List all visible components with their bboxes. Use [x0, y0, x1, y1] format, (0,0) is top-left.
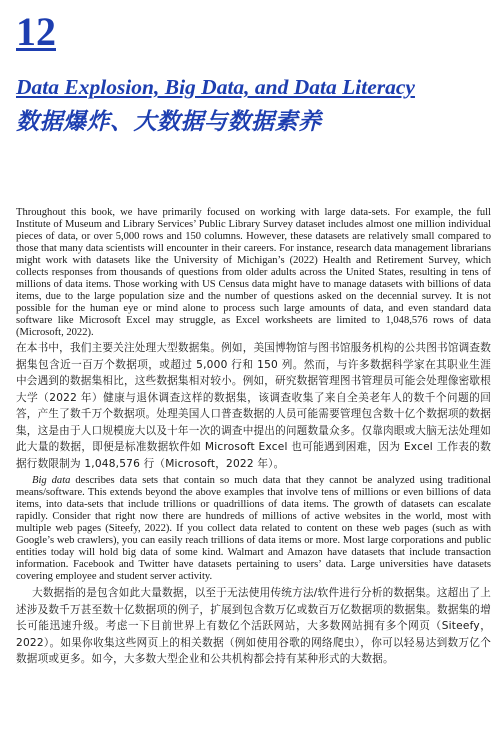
paragraph-2-chinese: 大数据指的是包含如此大量数据，以至于无法使用传统方法/软件进行分析的数据集。这超出了上述涉及数千万甚至数十亿数据项的例子，扩展到包含数万亿或数百万亿数据项的数据集。数据集的增长可能迅速升级。考虑一下目前世界上有数亿个活跃网站，大多数网站拥有多个网页（Siteefy，2022）。如果你收集这些网页上的相关数据（例如使用谷歌的网络爬虫），你可以轻易达到数万亿个数据项或更多。如今，大多数大型企业和公共机构都会持有某种形式的大数据。 [16, 587, 491, 666]
big-data-term: Big data [32, 475, 71, 487]
body-text [16, 207, 491, 671]
paragraph-2-english-text: describes data sets that contain so much data that they cannot be analyzed using traditional means/software. This extends beyond the above examples that involve tens of millions or even billions of data items, into data-sets that include trillions or quadrillions of data items. The growth of datasets can escalate rapidly. Consider that right now there are hundreds of millions of active websites in the world, most with multiple web pages (Siteefy, 2022). If you collect data related to content on these web pages (such as with Google’s web crawlers), you can easily reach trillions of data items or more. Most large corporations and public entities today will hold big data of some kind. Walmart and Amazon have datasets that include transaction information. Facebook and Twitter have datasets pertaining to users’ data. Large universities have datasets covering employee and student server activity. [16, 475, 491, 583]
chapter-title-english: Data Explosion, Big Data, and Data Literacy [16, 75, 415, 99]
paragraph-2-english [16, 475, 491, 583]
chapter-title-chinese: 数据爆炸、大数据与数据素养 [16, 109, 322, 135]
paragraph-1-chinese: 在本书中，我们主要关注处理大型数据集。例如，美国博物馆与图书馆服务机构的公共图书馆调查数据集包含近一百万个数据项，或超过 5,000 行和 150 列。然而，与许多数据科学家在其职业生涯中会遇到的数据集相比，这些数据集相对较小。例如，研究数据管理图书管理员可能会处理像密歇根大学（2022 年）健康与退休调查这样的数据集，该调查收集了来自全美老年人的数千个问题的回答，产生了数千万个数据项。处理美国人口普查数据的人员可能需要管理包含数十亿个数据项的数据集，这是由于人口规模庞大以及十年一次的调查中提出的问题数量众多。仅靠肉眼或大脑无法处理如此大量的数据，即便是标准数据软件如 Microsoft Excel 也可能遇到困难，因为 Excel 工作表的数据行数限制为 1,048,576 行（Microsoft，2022 年）。 [16, 342, 491, 470]
chapter-number: 12 [16, 9, 56, 54]
paragraph-1-english: Throughout this book, we have primarily focused on working with large data-sets. For example, the full Institute of Museum and Library Services’ Public Library Survey dataset includes almost one million individual pieces of data, or over 5,000 rows and 150 columns. However, these datasets are relatively small compared to those that many data scientists will encounter in their careers. For instance, research data management librarians might work with datasets like the University of Michigan’s (2022) Health and Retirement Survey, which collects responses from thousands of questions from older adults across the United States, resulting in tens of millions of data items. Those working with US Census data might have to manage datasets with billions of data items, due to the large population size and the number of questions asked on the decennial survey. It is not possible for the human eye or mind alone to process such large amounts of data, and even standard data software like Microsoft Excel may struggle, as Excel worksheets are limited to 1,048,576 rows of data (Microsoft, 2022). [16, 207, 491, 338]
